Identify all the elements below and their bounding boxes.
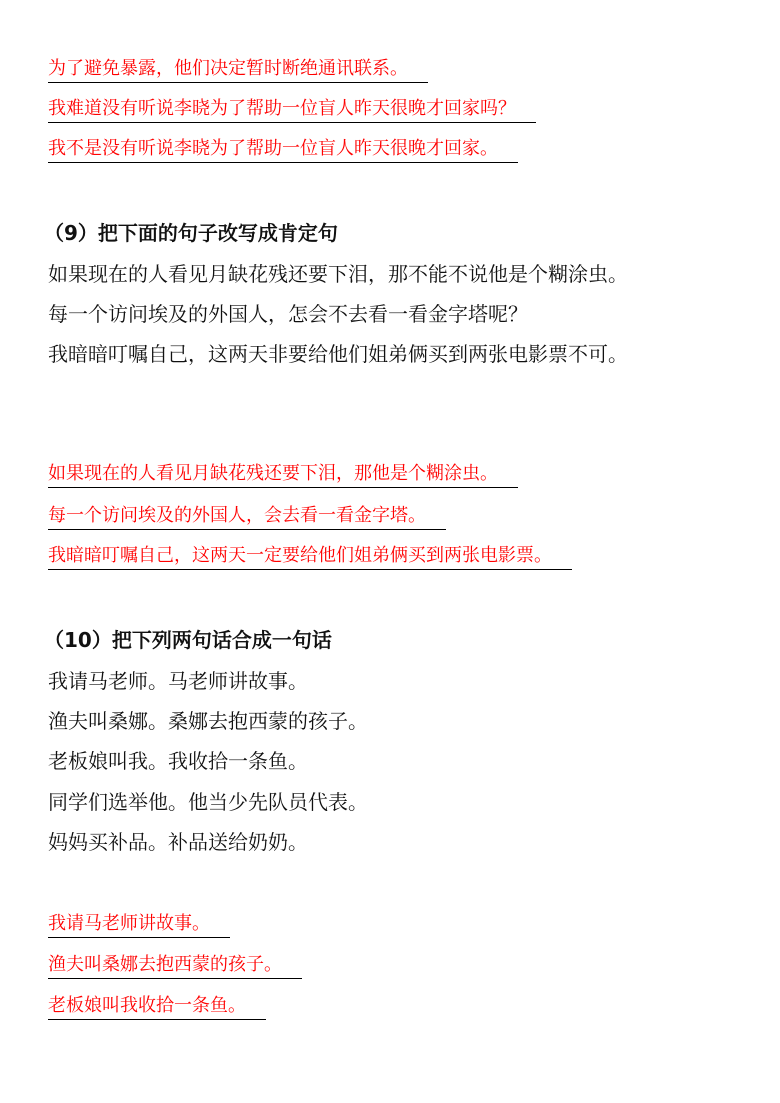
answer-line: 渔夫叫桑娜去抱西蒙的孩子。: [48, 954, 302, 979]
answer-line: 每一个访问埃及的外国人，会去看一看金字塔。: [48, 505, 446, 530]
question-line: 同学们选举他。他当少先队员代表。: [48, 790, 368, 814]
answer-line: 我请马老师讲故事。: [48, 913, 230, 938]
section-heading: （9）把下面的句子改写成肯定句: [44, 221, 338, 245]
question-line: 每一个访问埃及的外国人，怎会不去看一看金字塔呢？: [48, 302, 528, 326]
question-line: 我请马老师。马老师讲故事。: [48, 669, 308, 693]
question-line: 我暗暗叮嘱自己，这两天非要给他们姐弟俩买到两张电影票不可。: [48, 342, 628, 366]
answer-line: 我难道没有听说李晓为了帮助一位盲人昨天很晚才回家吗？: [48, 98, 536, 123]
question-line: 老板娘叫我。我收拾一条鱼。: [48, 749, 308, 773]
question-line: 如果现在的人看见月缺花残还要下泪，那不能不说他是个糊涂虫。: [48, 262, 628, 286]
answer-line: 我暗暗叮嘱自己，这两天一定要给他们姐弟俩买到两张电影票。: [48, 545, 572, 570]
answer-line: 我不是没有听说李晓为了帮助一位盲人昨天很晚才回家。: [48, 138, 518, 163]
answer-line: 如果现在的人看见月缺花残还要下泪，那他是个糊涂虫。: [48, 463, 518, 488]
answer-line: 为了避免暴露，他们决定暂时断绝通讯联系。: [48, 58, 428, 83]
question-line: 妈妈买补品。补品送给奶奶。: [48, 830, 308, 854]
question-line: 渔夫叫桑娜。桑娜去抱西蒙的孩子。: [48, 709, 368, 733]
answer-line: 老板娘叫我收拾一条鱼。: [48, 995, 266, 1020]
section-heading: （10）把下列两句话合成一句话: [44, 628, 332, 652]
